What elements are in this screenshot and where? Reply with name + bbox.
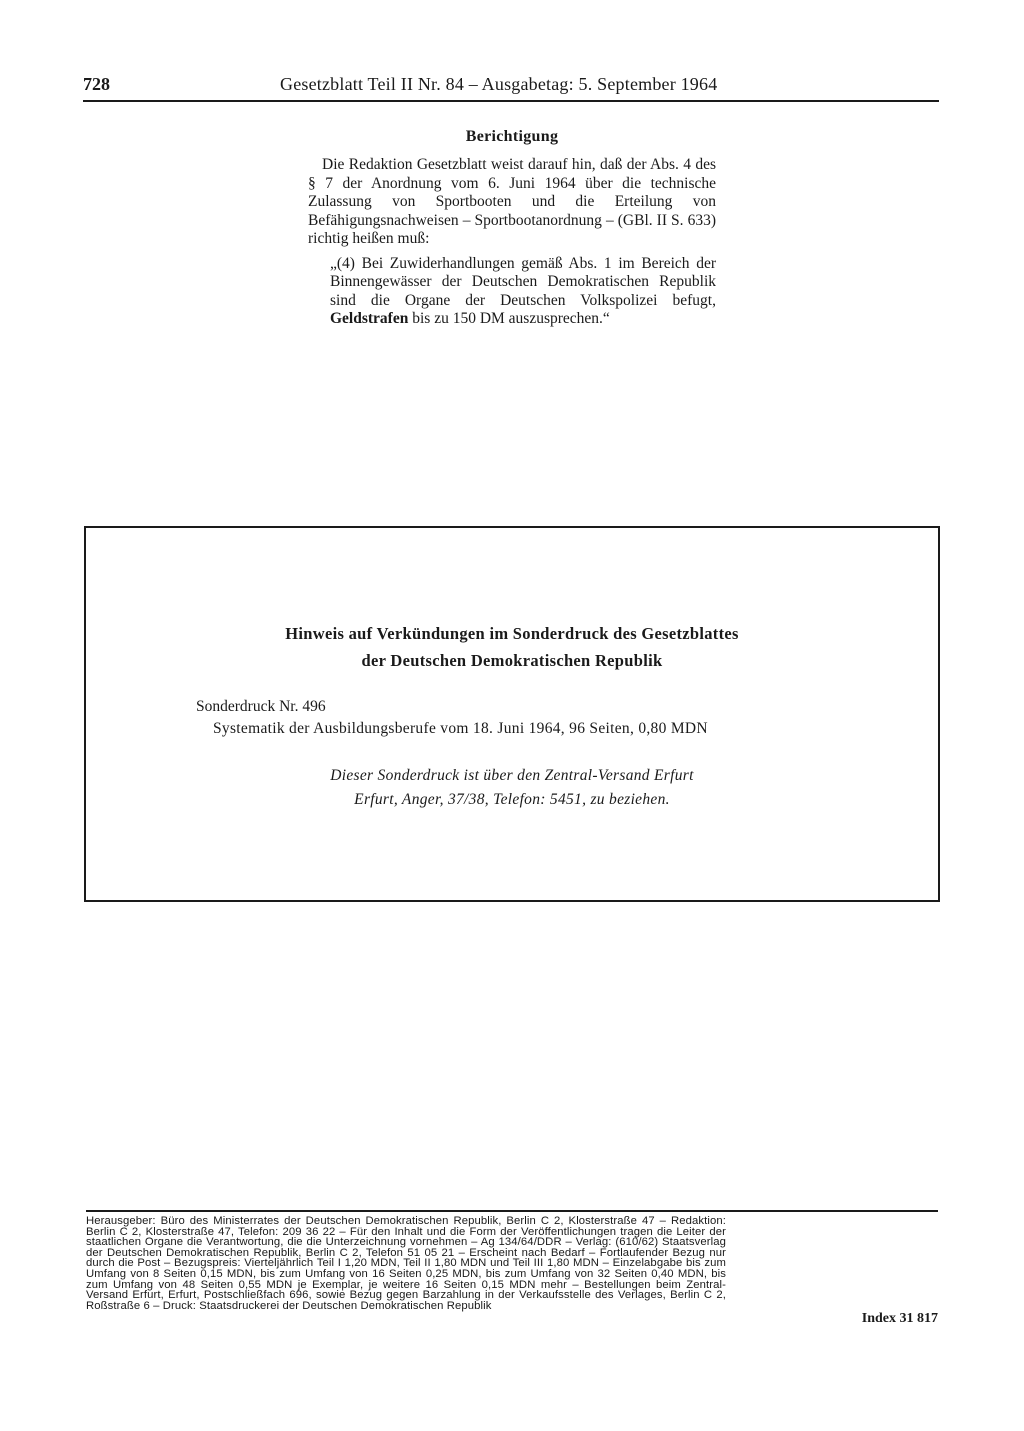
correction-body: Die Redaktion Gesetzblatt weist darauf hin, daß der Abs. 4 des § 7 der Anordnung vom 6. Juni 1964 über die technische Zulassung von Sportbooten und die Erteilung von Befähigungsnachweisen – Sportbootanordnung – (GBl. II S. 633) richtig heißen muß: — [308, 156, 716, 247]
imprint-text: Herausgeber: Büro des Ministerrates der Deutschen Demokratischen Republik, Berlin C 2, Klosterstraße 47 – Redaktion: Berlin C 2, Klosterstraße 47, Telefon: 209 36 22 – Für den Inhalt und die Form der Veröffentlichungen tragen die Leiter der staatlichen Organe die Verantwortung, die die Unterzeichnung vornehmen – Ag 134/64/DDR – Verlag: (610/62) Staatsverlag der Deutschen Demokratischen Republik, Berlin C 2, Telefon 51 05 21 – Erscheint nach Bedarf – Fortlaufender Bezug nur durch die Post – Bezugspreis: Vierteljährlich Teil I 1,20 MDN, Teil II 1,80 MDN und Teil III 1,80 MDN – Einzelabgabe bis zum Umfang von 8 Seiten 0,15 MDN, bis zum Umfang von 16 Seiten 0,25 MDN, bis zum Umfang von 32 Seiten 0,40 MDN, bis zum Umfang von 48 Seiten 0,55 MDN je Exemplar, je weitere 16 Seiten 0,15 MDN mehr – Bestellungen beim Zentral-Versand Erfurt, Erfurt, Postschließfach 696, sowie Bezug gegen Barzahlung in der Verkaufsstelle des Verlages, Berlin C 2, Roßstraße 6 – Druck: Staatsdruckerei der Deutschen Demokratischen Republik — [86, 1215, 726, 1312]
special-print-notice-box — [84, 526, 940, 902]
quote-text-before: „(4) Bei Zuwiderhandlungen gemäß Abs. 1 im Bereich der Binnengewässer der Deutschen Demokratischen Republik sind die Organe der Deutschen Volkspolizei befugt, — [330, 254, 716, 309]
index-number: Index 31 817 — [861, 1311, 938, 1326]
footer-divider — [86, 1210, 938, 1212]
correction-quote — [330, 255, 716, 329]
publisher-imprint — [86, 1216, 938, 1311]
quote-bold-term: Geldstrafen — [330, 310, 409, 327]
page-number: 728 — [83, 74, 110, 94]
special-print-description: Systematik der Ausbildungsberufe vom 18. Juni 1964, 96 Seiten, 0,80 MDN — [213, 720, 708, 737]
correction-title: Berichtigung — [465, 128, 559, 145]
notice-title-line1: Hinweis auf Verkündungen im Sonderdruck des Gesetzblattes — [285, 624, 739, 643]
order-note-line2: Erfurt, Anger, 37/38, Telefon: 5451, zu beziehen. — [354, 791, 670, 808]
order-note — [86, 764, 938, 812]
quote-text-after: bis zu 150 DM auszusprechen.“ — [412, 310, 610, 327]
notice-title-line2: der Deutschen Demokratischen Republik — [361, 651, 663, 670]
order-note-line1: Dieser Sonderdruck ist über den Zentral-Versand Erfurt — [330, 767, 694, 784]
page-header — [83, 74, 939, 102]
notice-title — [86, 620, 938, 674]
header-title: Gesetzblatt Teil II Nr. 84 – Ausgabetag: 5. September 1964 — [280, 74, 718, 94]
special-print-number: Sonderdruck Nr. 496 — [196, 698, 326, 715]
correction-section — [308, 128, 716, 329]
